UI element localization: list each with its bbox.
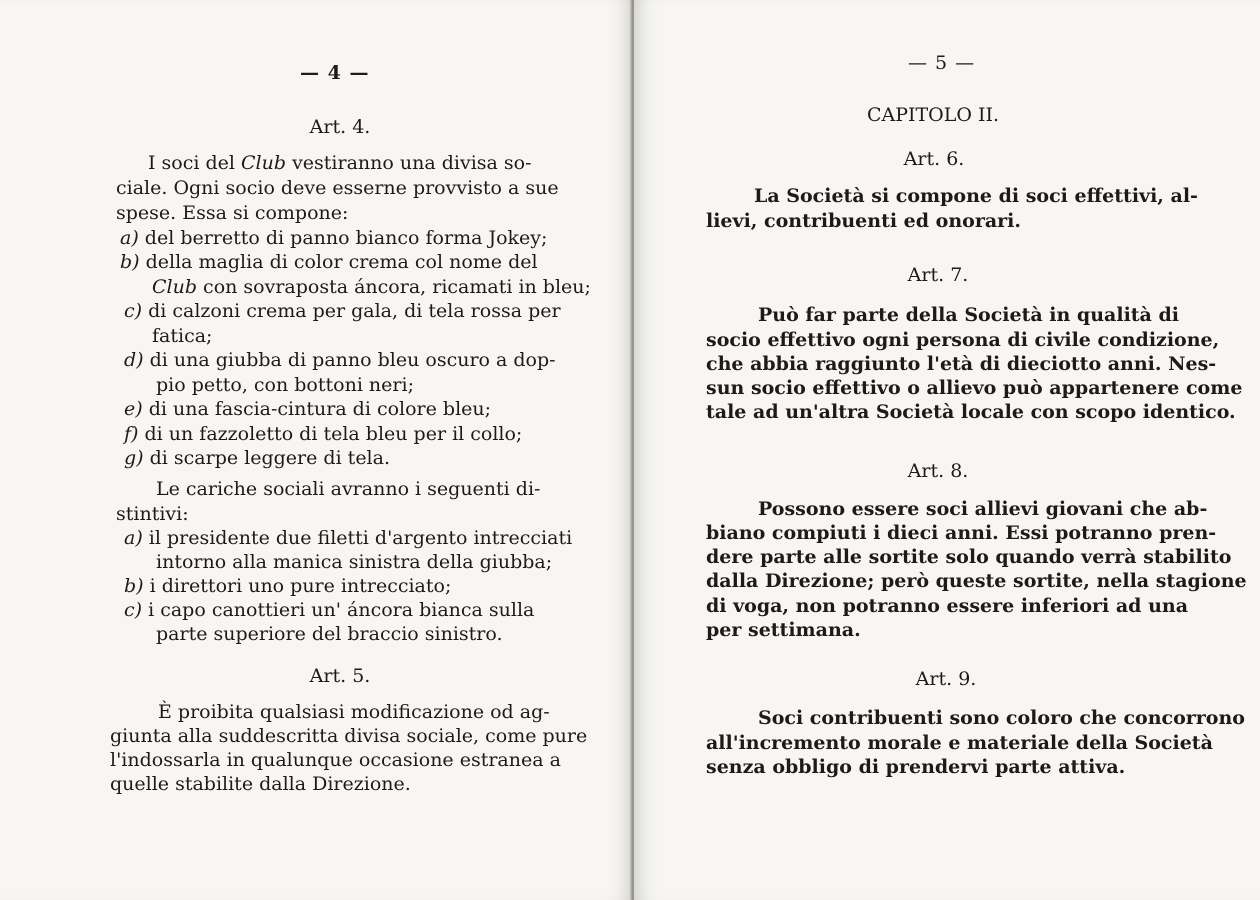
art8-line-1: Possono essere soci allievi giovani che ab- [758,498,1208,520]
art5-line-1: È proibita qualsiasi modificazione od ag- [158,701,550,723]
art4-charge-c: c) i capo canottieri un' áncora bianca sulla [124,599,535,621]
art6-heading: Art. 6. [903,148,965,170]
art7-heading: Art. 7. [907,264,969,286]
art5-line-3: l'indossarla in qualunque occasione estranea a [110,749,561,771]
art8-heading: Art. 8. [907,460,969,482]
art8-line-4: dalla Direzione; però queste sortite, nella stagione [706,570,1247,592]
art7-line-4: sun socio effettivo o allievo può appartenere come [706,377,1243,399]
page-number-right: — 5 — [908,52,976,74]
chapter-heading: CAPITOLO II. [866,104,1000,126]
art8-line-3: dere parte alle sortite solo quando verrà stabilito [706,546,1232,568]
art5-line-4: quelle stabilite dalla Direzione. [110,773,411,795]
art4-item-d: d) di una giubba di panno bleu oscuro a dop- [124,349,556,371]
right-page [634,0,1260,900]
art4-charge-a-cont: intorno alla manica sinistra della giubba; [156,551,553,573]
art7-line-5: tale ad un'altra Società locale con scopo identico. [706,401,1236,423]
art4-item-c-cont: fatica; [152,325,213,347]
art4-item-d-cont: pio petto, con bottoni neri; [156,374,414,396]
art8-line-6: per settimana. [706,619,861,641]
art4-line-2: ciale. Ogni socio deve esserne provvisto a sue [116,177,559,199]
art4-item-b: b) della maglia di color crema col nome del [120,251,538,273]
art6-line-1: La Società si compone di soci effettivi, al- [754,185,1198,207]
art9-line-3: senza obbligo di prendervi parte attiva. [706,756,1126,778]
art4-charge-b: b) i direttori uno pure intrecciato; [124,575,452,597]
art9-line-2: all'incremento morale e materiale della Società [706,732,1213,754]
art4-charges-line-2: stintivi: [116,503,189,525]
art4-item-g: g) di scarpe leggere di tela. [124,447,391,469]
art9-heading: Art. 9. [915,668,977,690]
art4-item-f: f) di un fazzoletto di tela bleu per il collo; [124,423,523,445]
art6-line-2: lievi, contribuenti ed onorari. [706,210,1021,232]
art4-item-a: a) del berretto di panno bianco forma Jokey; [120,227,548,249]
page-number-left: — 4 — [300,62,370,84]
art7-line-3: che abbia raggiunto l'età di dieciotto anni. Nes- [706,353,1217,375]
art9-line-1: Soci contribuenti sono coloro che concorrono [758,707,1245,729]
art4-charge-c-cont: parte superiore del braccio sinistro. [156,623,503,645]
art4-item-c: c) di calzoni crema per gala, di tela rossa per [124,300,561,322]
art7-line-1: Può far parte della Società in qualità di [758,304,1179,326]
art5-line-2: giunta alla suddescritta divisa sociale, come pure [110,725,588,747]
art4-item-e: e) di una fascia-cintura di colore bleu; [124,398,492,420]
art4-charges-line-1: Le cariche sociali avranno i seguenti di- [156,478,541,500]
art4-line-3: spese. Essa si compone: [116,202,349,224]
art5-heading: Art. 5. [309,665,371,687]
art4-line-1 [148,152,532,174]
art8-line-2: biano compiuti i dieci anni. Essi potranno pren- [706,522,1217,544]
art4-line-1-text: I soci del Club vestiranno una divisa so- [148,152,532,174]
art4-charge-a: a) il presidente due filetti d'argento intrecciati [124,527,573,549]
art4-heading: Art. 4. [309,116,371,138]
art7-line-2: socio effettivo ogni persona di civile condizione, [706,329,1220,351]
art8-line-5: di voga, non potranno essere inferiori ad una [706,595,1189,617]
art4-item-b-cont: Club con sovraposta áncora, ricamati in bleu; [152,276,591,298]
